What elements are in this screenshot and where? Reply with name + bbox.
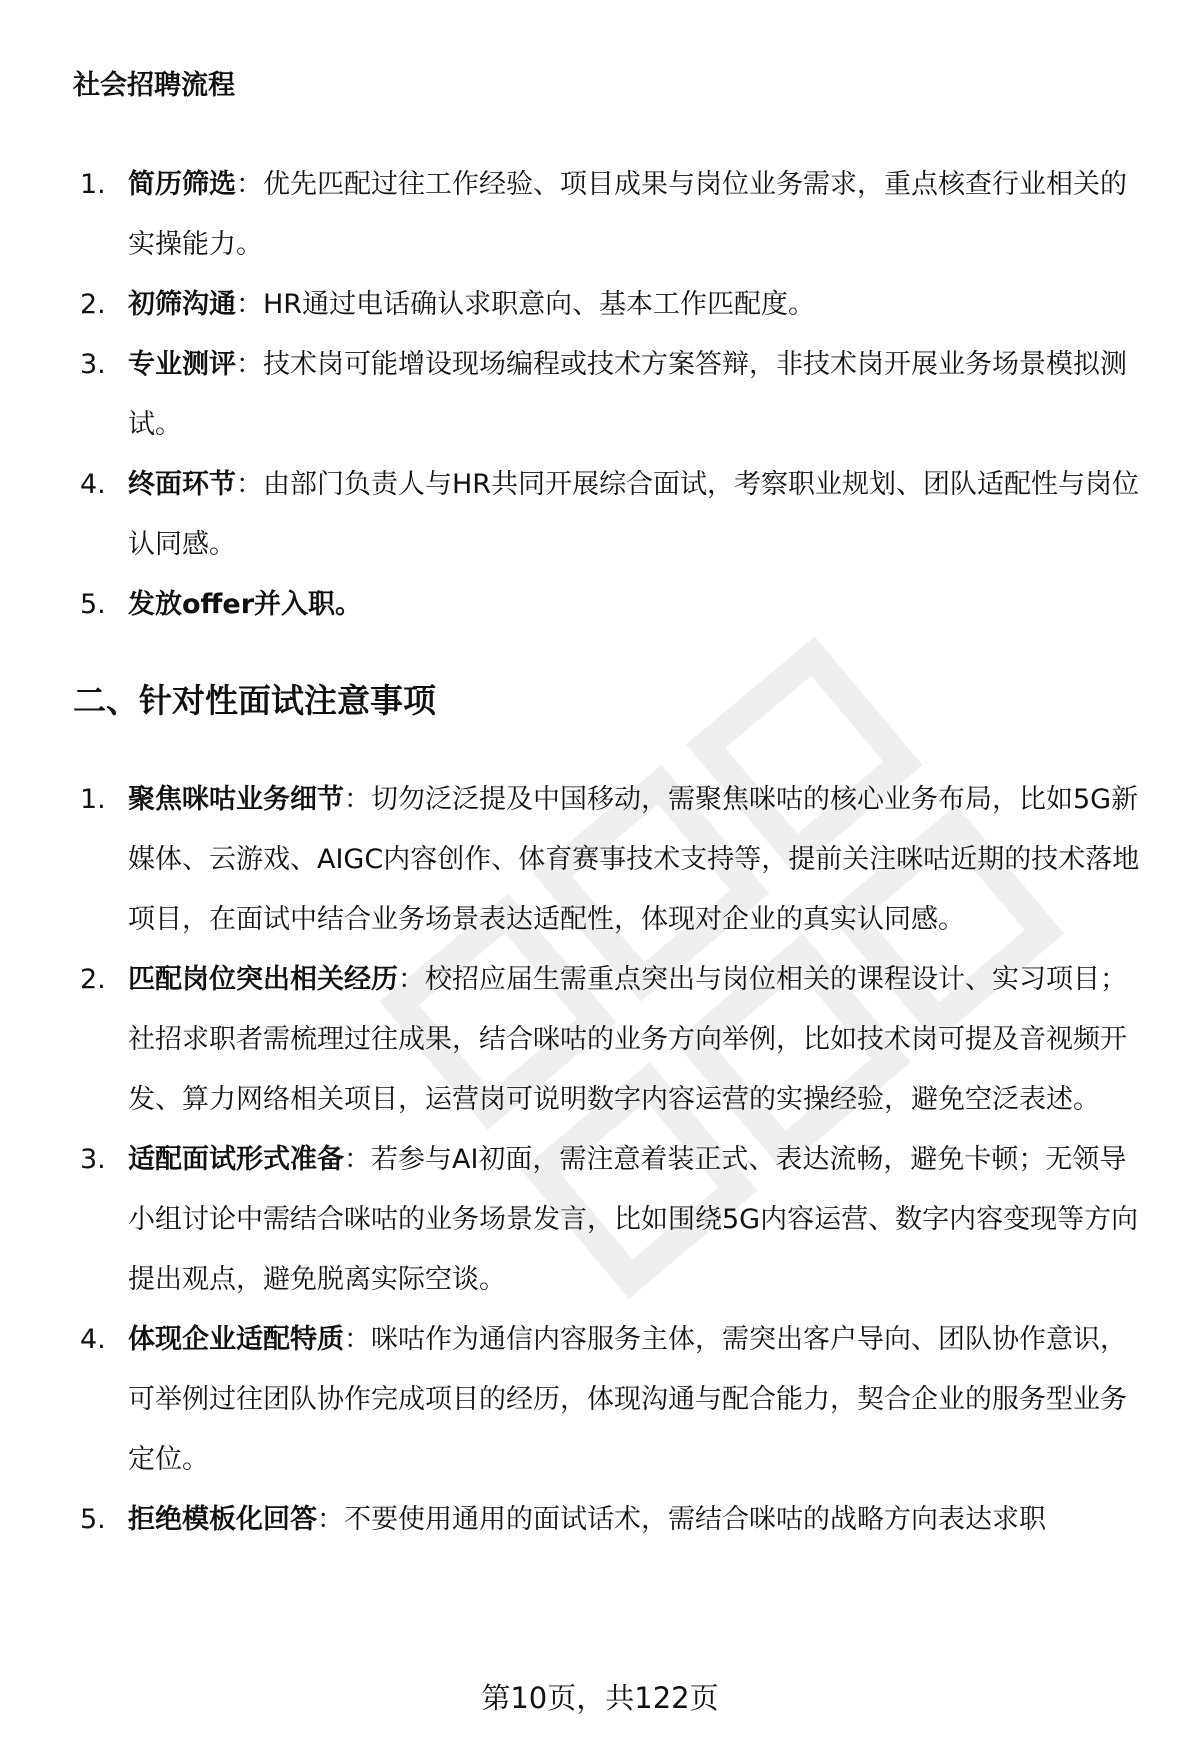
list-item [80, 1310, 1150, 1490]
item-separator: ： [344, 784, 371, 815]
item-number: 5. [80, 1504, 106, 1535]
item-text: 优先匹配过往工作经验、项目成果与岗位业务需求，重点核查行业相关的实操能力。 [128, 169, 1127, 260]
page-footer: 第10页，共122页 [481, 1681, 719, 1715]
list-item [80, 770, 1150, 950]
list-item [80, 950, 1150, 1130]
item-separator: ： [236, 349, 263, 380]
item-separator: ： [344, 1324, 371, 1355]
item-term: 拒绝模板化回答 [128, 1504, 317, 1535]
item-separator: ： [398, 964, 425, 995]
item-term: 体现企业适配特质 [128, 1324, 344, 1355]
item-text: 切勿泛泛提及中国移动，需聚焦咪咕的核心业务布局，比如5G新媒体、云游戏、AIGC内容创作、体育赛事技术支持等，提前关注咪咕近期的技术落地项目，在面试中结合业务场景表达适配性，体现对企业的真实认同感。 [128, 784, 1140, 935]
item-term: 匹配岗位突出相关经历 [128, 964, 398, 995]
item-text: 校招应届生需重点突出与岗位相关的课程设计、实习项目；社招求职者需梳理过往成果，结合咪咕的业务方向举例，比如技术岗可提及音视频开发、算力网络相关项目，运营岗可说明数字内容运营的实操经验，避免空泛表述。 [128, 964, 1127, 1115]
process-steps-list [80, 155, 1150, 635]
item-number: 2. [80, 964, 106, 995]
item-separator: ： [317, 1504, 344, 1535]
item-term: 初筛沟通 [128, 289, 236, 320]
list-item [80, 275, 1150, 335]
item-text: 咪咕作为通信内容服务主体，需突出客户导向、团队协作意识，可举例过往团队协作完成项目的经历，体现沟通与配合能力，契合企业的服务型业务定位。 [128, 1324, 1127, 1475]
item-number: 1. [80, 169, 106, 200]
item-text: 由部门负责人与HR共同开展综合面试，考察职业规划、团队适配性与岗位认同感。 [128, 469, 1140, 560]
item-term: 适配面试形式准备 [128, 1144, 344, 1175]
item-number: 4. [80, 1324, 106, 1355]
item-term: 聚焦咪咕业务细节 [128, 784, 344, 815]
item-number: 5. [80, 589, 106, 620]
item-number: 2. [80, 289, 106, 320]
item-text: 技术岗可能增设现场编程或技术方案答辩，非技术岗开展业务场景模拟测试。 [128, 349, 1127, 440]
item-term: 发放offer并入职。 [128, 589, 363, 620]
item-separator: ： [236, 169, 263, 200]
item-separator: ： [236, 469, 263, 500]
item-number: 4. [80, 469, 106, 500]
list-item [80, 1130, 1150, 1310]
item-number: 3. [80, 349, 106, 380]
item-text: 若参与AI初面，需注意着装正式、表达流畅，避免卡顿；无领导小组讨论中需结合咪咕的业务场景发言，比如围绕5G内容运营、数字内容变现等方向提出观点，避免脱离实际空谈。 [128, 1144, 1139, 1295]
item-term: 简历筛选 [128, 169, 236, 200]
item-term: 专业测评 [128, 349, 236, 380]
interview-tips-list [80, 770, 1150, 1550]
item-text: HR通过电话确认求职意向、基本工作匹配度。 [263, 289, 816, 320]
item-text: 不要使用通用的面试话术，需结合咪咕的战略方向表达求职 [344, 1504, 1046, 1535]
item-number: 3. [80, 1144, 106, 1175]
list-item [80, 455, 1150, 575]
item-separator: ： [344, 1144, 371, 1175]
list-item [80, 335, 1150, 455]
section-title: 二、针对性面试注意事项 [73, 681, 436, 720]
list-item [80, 155, 1150, 275]
item-separator: ： [236, 289, 263, 320]
list-item [80, 1490, 1150, 1550]
item-number: 1. [80, 784, 106, 815]
list-item [80, 575, 1150, 635]
item-term: 终面环节 [128, 469, 236, 500]
subheading: 社会招聘流程 [73, 70, 235, 101]
